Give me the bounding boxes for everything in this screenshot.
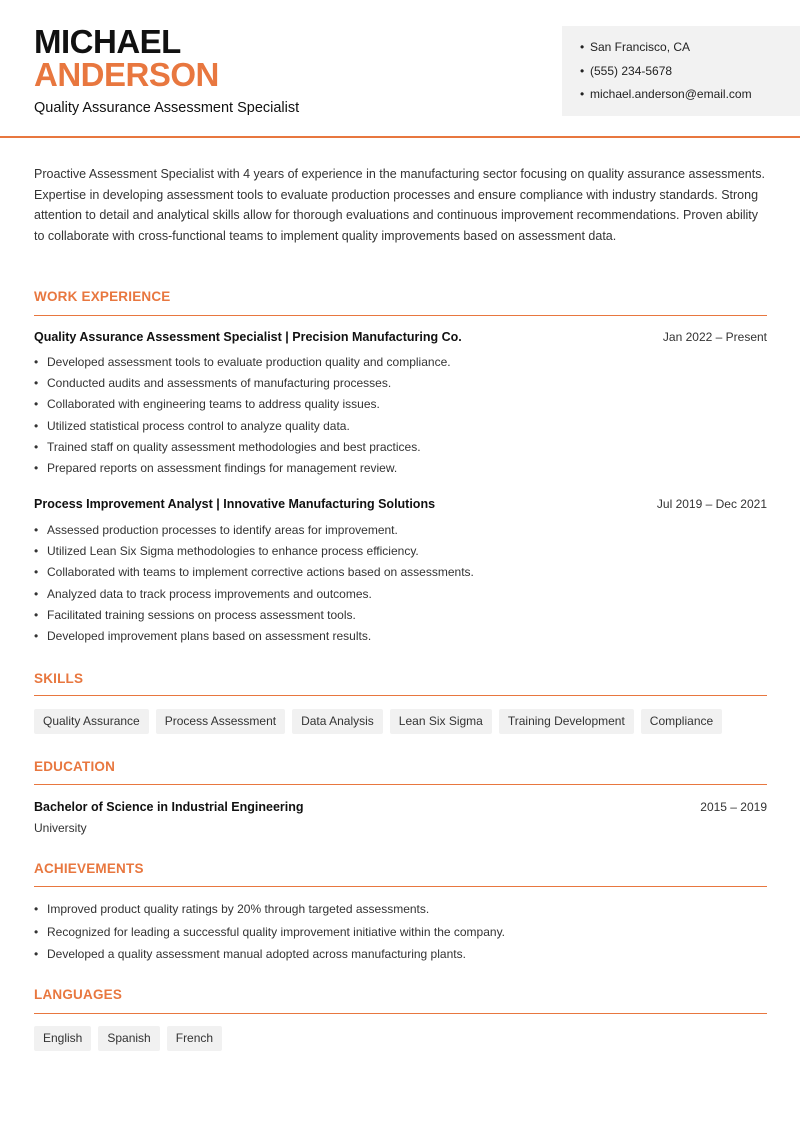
section-divider [34, 1013, 767, 1014]
list-item: • Utilized Lean Six Sigma methodologies to enhance process efficiency. [34, 541, 767, 562]
job-dates: Jan 2022 – Present [662, 330, 767, 344]
contact-location: • San Francisco, CA [580, 36, 800, 60]
first-name: MICHAEL [34, 23, 181, 60]
section-title-education: EDUCATION [34, 759, 116, 774]
skill-tag: Training Development [499, 709, 634, 734]
list-item: • Recognized for leading a successful quality improvement initiative within the company. [34, 921, 767, 944]
section-divider [34, 315, 767, 316]
list-item: • Analyzed data to track process improvements and outcomes. [34, 584, 767, 605]
list-item: • Developed improvement plans based on assessment results. [34, 626, 767, 647]
language-tag: Spanish [98, 1026, 159, 1051]
profile-summary: Proactive Assessment Specialist with 4 years of experience in the manufacturing sector focusing on quality assurance assessments. Expertise in developing assessment tools to evaluate production processes and ensure compliance with industry standards. Strong attention to detail and analytical skills allow for thorough evaluations and continuous improvement recommendations. Proven ability to collaborate with cross-functional teams to implement quality improvements based on assessment data. [34, 167, 765, 243]
section-title-skills: SKILLS [34, 671, 84, 686]
list-item: • Conducted audits and assessments of manufacturing processes. [34, 373, 767, 394]
education-school: University [34, 821, 87, 835]
languages-list [34, 1026, 222, 1051]
job-bullets [34, 520, 767, 647]
section-title-languages: LANGUAGES [34, 987, 123, 1002]
list-item: • Collaborated with teams to implement corrective actions based on assessments. [34, 562, 767, 583]
language-tag: French [167, 1026, 222, 1051]
job-heading [34, 330, 767, 344]
job-heading [34, 497, 767, 511]
list-item: • Facilitated training sessions on process assessment tools. [34, 605, 767, 626]
contact-phone: • (555) 234-5678 [580, 60, 800, 84]
list-item: • Assessed production processes to identify areas for improvement. [34, 520, 767, 541]
skill-tag: Process Assessment [156, 709, 285, 734]
list-item: • Utilized statistical process control to analyze quality data. [34, 416, 767, 437]
job-role: Process Improvement Analyst | Innovative Manufacturing Solutions [34, 497, 436, 511]
education-degree: Bachelor of Science in Industrial Engineering [34, 800, 304, 814]
skill-tag: Lean Six Sigma [390, 709, 492, 734]
list-item: • Improved product quality ratings by 20% through targeted assessments. [34, 898, 767, 921]
list-item: • Collaborated with engineering teams to address quality issues. [34, 394, 767, 415]
skill-tag: Data Analysis [292, 709, 383, 734]
contact-list [580, 36, 800, 107]
job-dates: Jul 2019 – Dec 2021 [656, 497, 767, 511]
job-role: Quality Assurance Assessment Specialist | Precision Manufacturing Co. [34, 330, 462, 344]
skill-tag: Quality Assurance [34, 709, 149, 734]
job-title: Quality Assurance Assessment Specialist [34, 100, 300, 116]
job-bullets [34, 352, 767, 479]
education-dates: 2015 – 2019 [700, 800, 767, 814]
section-title-work: WORK EXPERIENCE [34, 289, 171, 304]
last-name: ANDERSON [34, 56, 219, 93]
list-item: • Prepared reports on assessment findings for management review. [34, 458, 767, 479]
contact-email[interactable]: • michael.anderson@email.com [580, 83, 800, 107]
achievements-list [34, 898, 767, 966]
contact-box [562, 26, 800, 116]
list-item: • Trained staff on quality assessment methodologies and best practices. [34, 437, 767, 458]
section-divider [34, 695, 767, 696]
list-item: • Developed assessment tools to evaluate production quality and compliance. [34, 352, 767, 373]
section-divider [34, 886, 767, 887]
section-divider [34, 784, 767, 785]
skill-tag: Compliance [641, 709, 722, 734]
section-title-achievements: ACHIEVEMENTS [34, 861, 144, 876]
resume-header [0, 0, 800, 138]
list-item: • Developed a quality assessment manual adopted across manufacturing plants. [34, 943, 767, 966]
skills-list [34, 709, 722, 734]
language-tag: English [34, 1026, 91, 1051]
